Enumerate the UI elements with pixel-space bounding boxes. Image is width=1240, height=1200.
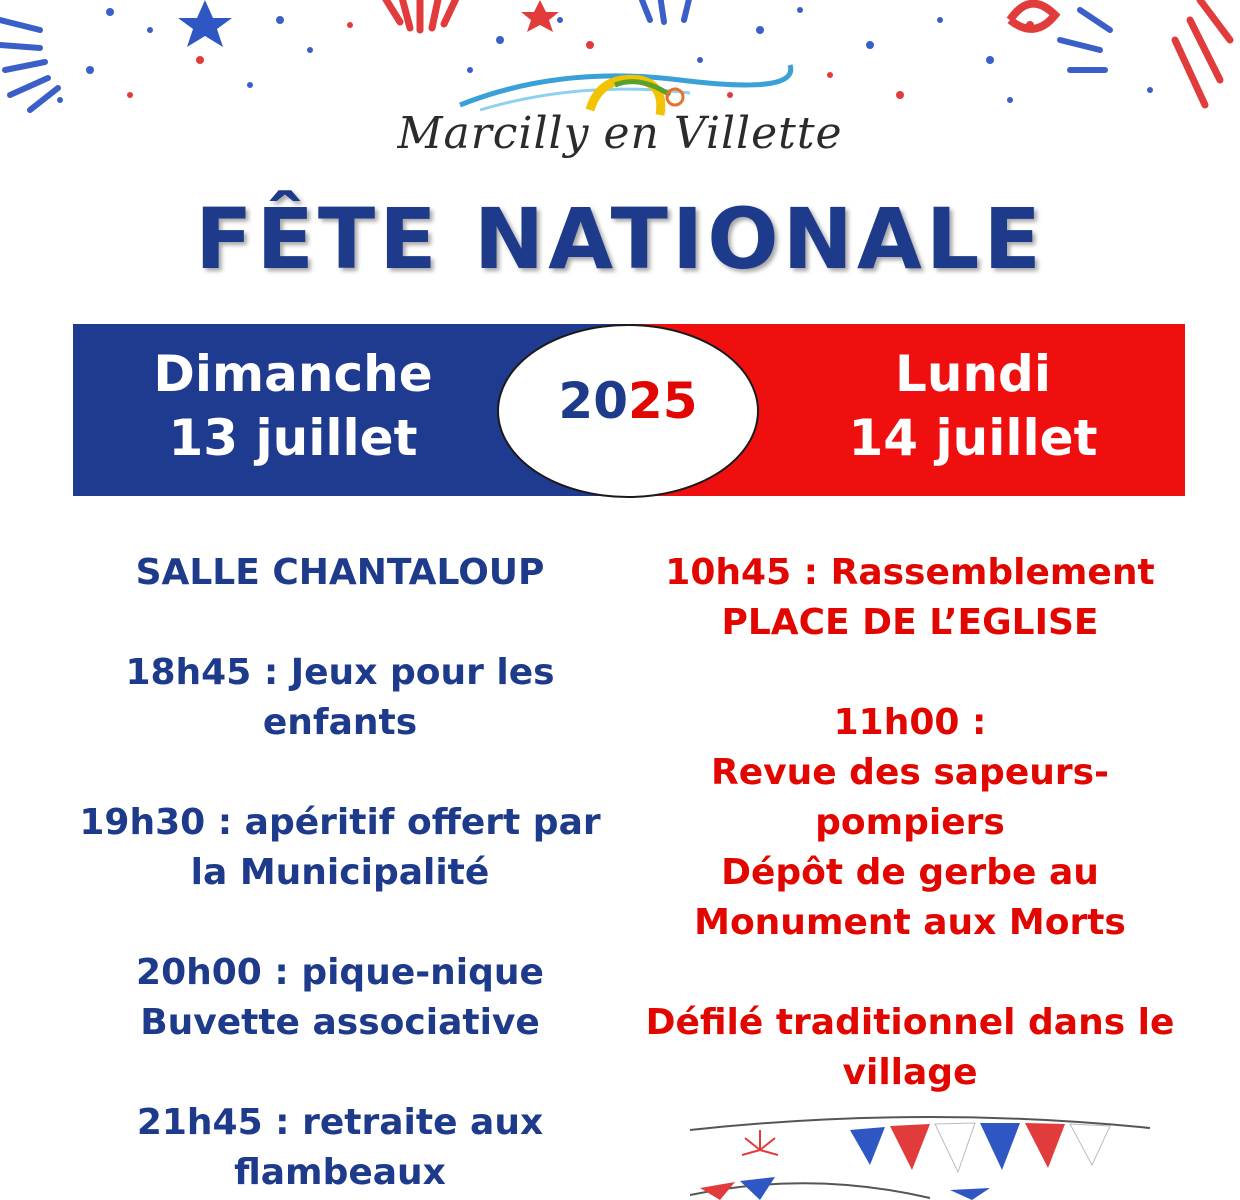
item-2-line1: apéritif offert par <box>244 802 601 843</box>
left-item-1 <box>40 648 640 748</box>
item-3-time: 20h00 <box>136 952 262 993</box>
year-part2: 25 <box>628 372 698 430</box>
item-4-time: 21h45 <box>136 1102 263 1143</box>
municipality-logo <box>0 108 1240 159</box>
item-1-line2: enfants <box>262 702 418 743</box>
logo-text-part1: Marcilly <box>397 108 590 159</box>
item-3-line2: Buvette associative <box>140 1002 540 1043</box>
item-1-line1: Jeux pour les <box>290 652 555 693</box>
right-parade <box>620 998 1200 1098</box>
right-ceremony <box>620 698 1200 948</box>
item-1-time: 18h45 <box>125 652 252 693</box>
item-2-time: 19h30 <box>79 802 206 843</box>
ceremony-line-1: Revue des sapeurs- <box>711 752 1109 793</box>
logo-text-part3: Villette <box>673 108 843 159</box>
year-badge <box>497 324 759 498</box>
item-4-sep: : <box>262 1102 303 1143</box>
item-3-sep: : <box>261 952 302 993</box>
item-1-sep: : <box>251 652 291 693</box>
ceremony-line-4: Monument aux Morts <box>694 902 1126 943</box>
day-right-date: 14 juillet <box>848 409 1098 467</box>
day-left-date: 13 juillet <box>168 409 418 467</box>
day-left <box>73 342 513 470</box>
left-item-3 <box>40 948 640 1048</box>
item-4-line2: flambeaux <box>234 1152 446 1193</box>
ceremony-line-3: Dépôt de gerbe au <box>721 852 1099 893</box>
gathering-place: PLACE DE L’EGLISE <box>721 602 1099 643</box>
parade-line-2: village <box>842 1052 978 1093</box>
left-item-2 <box>40 798 640 898</box>
ceremony-line-2: pompiers <box>815 802 1005 843</box>
day-left-name: Dimanche <box>153 345 433 403</box>
year-part1: 20 <box>558 372 628 430</box>
gathering-label: Rassemblement <box>830 552 1155 593</box>
year-text <box>499 372 757 430</box>
left-item-4 <box>40 1098 640 1198</box>
page-title: FÊTE NATIONALE <box>195 190 1045 288</box>
date-banner <box>73 324 1185 496</box>
day-right <box>773 342 1173 470</box>
ceremony-time: 11h00 : <box>833 702 987 743</box>
item-2-sep: : <box>205 802 245 843</box>
gathering-sep: : <box>791 552 831 593</box>
bunting-icon <box>690 1110 1150 1200</box>
left-venue: SALLE CHANTALOUP <box>135 552 545 593</box>
parade-line-1: Défilé traditionnel dans le <box>645 1002 1175 1043</box>
item-3-line1: pique-nique <box>301 952 544 993</box>
right-gathering <box>620 548 1200 648</box>
day-right-name: Lundi <box>895 345 1051 403</box>
gathering-time: 10h45 <box>665 552 792 593</box>
item-4-line1: retraite aux <box>302 1102 544 1143</box>
logo-text-part2: en <box>603 108 660 159</box>
item-2-line2: la Municipalité <box>190 852 490 893</box>
